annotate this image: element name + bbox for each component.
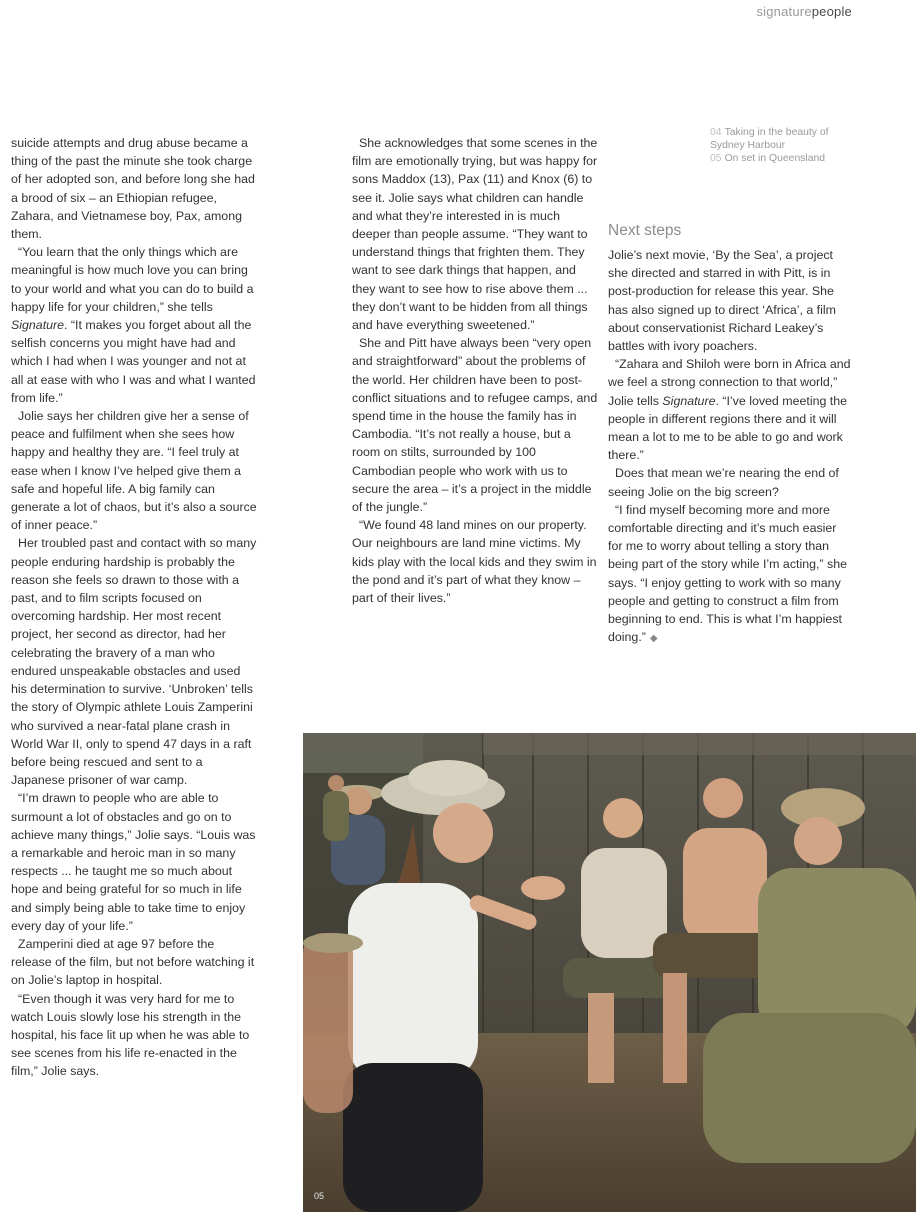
article-column-3 xyxy=(608,246,854,648)
paragraph: Her troubled past and contact with so many people enduring hardship is probably the reason she feels so drawn to those with a past, and to film scripts focused on overcoming hardship. Her most recent project, her second as director, had her celebrating the bravery of a man who endured unspeakable obstacles and used his determination to survive. ‘Unbroken’ tells the story of Olympic athlete Louis Zamperini who survived a near-fatal plane crash in World War II, only to spend 47 days in a raft before being rescued and sent to a Japanese prisoner of war camp. xyxy=(11,536,257,788)
article-column-1 xyxy=(11,134,257,1081)
paragraph: She and Pitt have always been “very open and straightforward” about the problems of the world. Her children have been to post-conflict situations and to refugee camps, and spend time in the house the family has in Cambodia. “It’s not really a house, but a room on stilts, surrounded by 100 Cambodian people who work with us to secure the area – it’s a project in the middle of the jungle.” xyxy=(352,336,598,515)
caption-number: 05 xyxy=(710,153,722,164)
photo-captions xyxy=(710,126,860,165)
paragraph xyxy=(608,355,854,464)
film-set-photo xyxy=(303,733,916,1212)
paragraph: Does that mean we’re nearing the end of seeing Jolie on the big screen? xyxy=(608,466,839,499)
text-run: “I find myself becoming more and more comfortable directing and it’s much easier for me to worry about telling a story than being part of the story while I’m acting,” she says. “I enjoy getting to work with so many people and getting to construct a film from beginning to end. This is what I’m happiest doing.” xyxy=(608,502,847,645)
paragraph: Zamperini died at age 97 before the release of the film, but not before watching it on Jolie’s laptop in hospital. xyxy=(11,936,255,988)
magazine-name: Signature xyxy=(662,393,716,408)
paragraph: suicide attempts and drug abuse became a thing of the past the minute she took charge of her adopted son, and before long she had a brood of six – an Ethiopian refugee, Zahara, and Vietnamese boy, Pax, among them. xyxy=(11,136,255,242)
masthead-brand-part2: people xyxy=(811,4,852,19)
end-mark-icon: ◆ xyxy=(649,633,658,645)
paragraph: “We found 48 land mines on our property. Our neighbours are land mine victims. My kids play with the local kids and they swim in the pond and it’s part of what they know – part of their lives.” xyxy=(352,518,597,606)
paragraph: She acknowledges that some scenes in the film are emotionally trying, but was happy for sons Maddox (13), Pax (11) and Knox (6) to see it. Jolie says what children can handle and what they’re interested in is much deeper than people assume. “They want to understand things that frighten them. They want to see dark things that happen, and they want to see how to rise above them ... they don’t want to be hidden from all things and have everything sweetened.” xyxy=(352,136,598,333)
text-run: “Zahara and Shiloh were born in Africa and we feel a strong connection to that world,” Jolie tells xyxy=(608,357,851,408)
section-heading: Next steps xyxy=(608,222,682,239)
paragraph: “I’m drawn to people who are able to surmount a lot of obstacles and go on to achieve many things,” Jolie says. “Louis was a remarkable and heroic man in so many respects ... he taught me so much about hope and being grateful for so much in life and simply being able to take time to enjoy every day of your life.” xyxy=(11,791,256,933)
paragraph xyxy=(11,243,257,407)
masthead xyxy=(756,4,852,19)
caption-item xyxy=(710,126,860,152)
paragraph: “Even though it was very hard for me to watch Louis slowly lose his strength in the hospital, his face lit up when he was able to see scenes from his life re-enacted in the film,” Jolie says. xyxy=(11,991,250,1079)
caption-item xyxy=(710,152,860,165)
caption-text: On set in Queensland xyxy=(724,153,826,164)
paragraph xyxy=(608,501,854,649)
masthead-brand-part1: signature xyxy=(756,4,812,19)
paragraph: Jolie says her children give her a sense of peace and fulfilment when she sees how happy and healthy they are. “I feel truly at ease when I know I’ve helped give them a safe and hopeful life. A big family can generate a lot of chaos, but it’s also a source of inner peace.” xyxy=(11,409,257,533)
article-column-2 xyxy=(352,134,598,607)
caption-text: Taking in the beauty of Sydney Harbour xyxy=(710,127,829,151)
text-run: . “It makes you forget about all the selfish concerns you might have had and which I had when I was younger and not at all at ease with who I was and what I wanted from life.” xyxy=(11,318,256,405)
caption-number: 04 xyxy=(710,127,722,138)
magazine-name: Signature xyxy=(11,318,65,333)
photo-number-label: 05 xyxy=(314,1191,325,1201)
paragraph: Jolie’s next movie, ‘By the Sea’, a project she directed and starred in with Pitt, is in post-production for release this year. She has also signed up to direct ‘Africa’, a film about conservationist Richard Leakey’s battles with ivory poachers. xyxy=(608,248,836,354)
photo-illustration xyxy=(303,733,916,1212)
text-run: . “I’ve loved meeting the people in different regions there and it will mean a lot to me to be able to go and work there.” xyxy=(608,393,848,463)
text-run: “You learn that the only things which are meaningful is how much love you can bring to your world and what you can do to build a happy life for your children,” she tells xyxy=(11,245,254,314)
